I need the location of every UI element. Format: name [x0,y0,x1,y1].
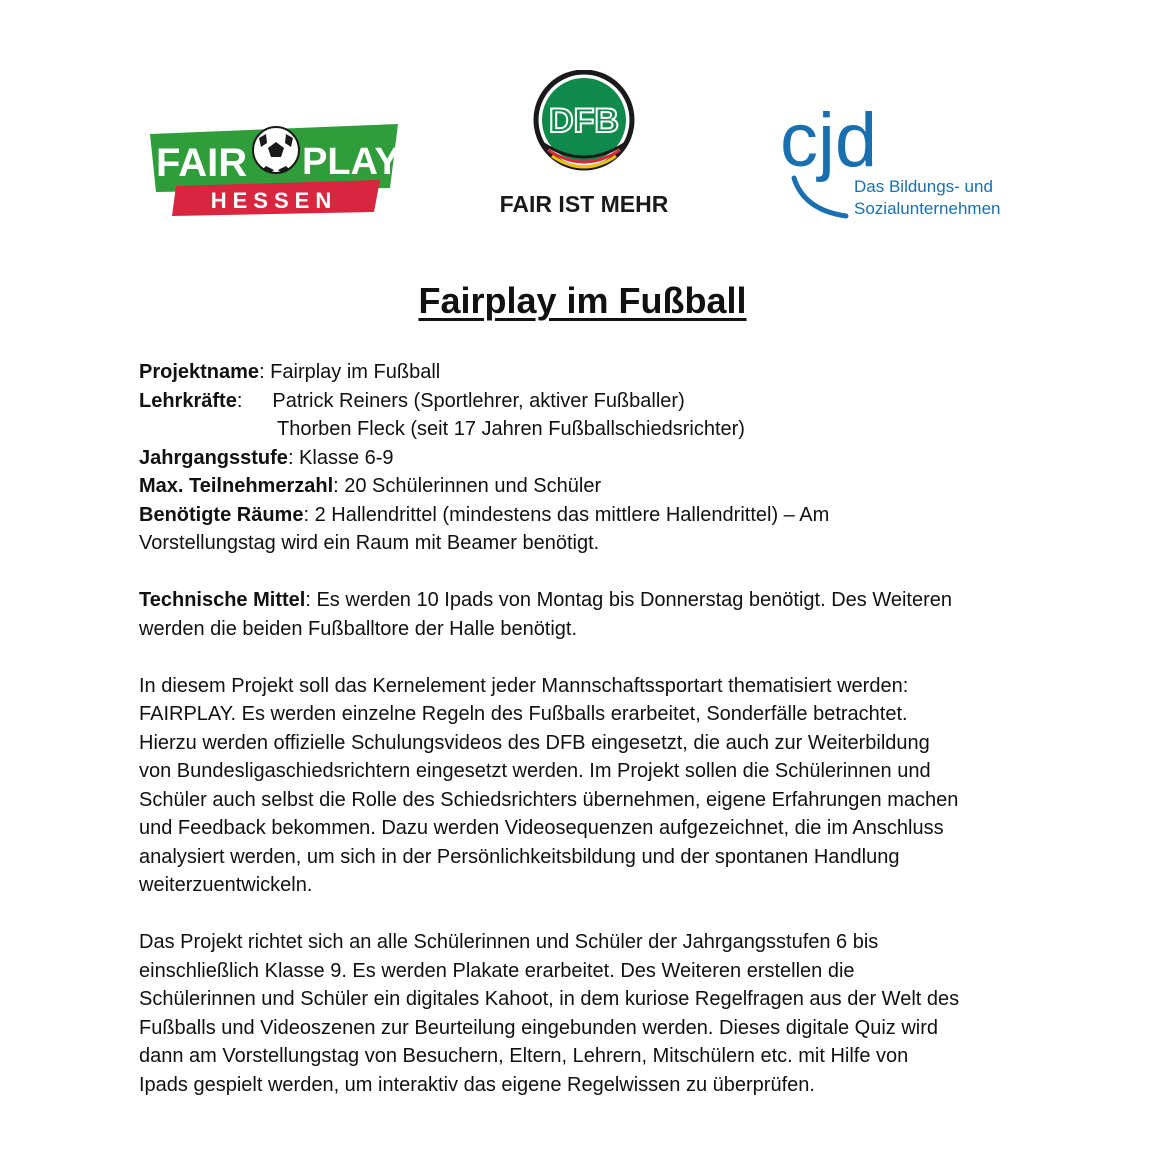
document-body [139,358,1039,1099]
fairplay-word-play: PLAY [302,141,400,183]
teacher-2: Thorben Fleck (seit 17 Jahren Fußballschiedsrichter) [277,418,745,440]
info-raeume [139,501,1039,530]
raeume-value-cont: Vorstellungstag wird ein Raum mit Beamer benötigt. [139,532,600,554]
paragraph-line: Das Projekt richtet sich an alle Schülerinnen und Schüler der Jahrgangsstufen 6 bis [139,931,879,953]
soccer-ball-icon [253,127,299,173]
teilnehmer-value: : 20 Schülerinnen und Schüler [333,475,602,497]
paragraph-line: weiterzuentwickeln. [139,874,313,896]
info-jahrgang [139,444,1039,473]
info-teilnehmer [139,472,1039,501]
lehrkraefte-label: Lehrkräfte [139,389,237,412]
fairplay-word-fair: FAIR [156,141,248,185]
paragraph-line: Schülerinnen und Schüler ein digitales Kahoot, in dem kuriose Regelfragen aus der Welt des [139,988,960,1010]
paragraph-line: Schüler auch selbst die Rolle des Schiedsrichters übernehmen, eigene Erfahrungen machen [139,788,959,811]
technik-value: : Es werden 10 Ipads von Montag bis Donnerstag benötigt. Des Weiteren [305,589,952,611]
paragraph-line: Ipads gespielt werden, um interaktiv das eigene Regelwissen zu überprüfen. [139,1073,815,1096]
cjd-mark: cjd [780,98,878,183]
paragraph-line: dann am Vorstellungstag von Besuchern, Eltern, Lehrern, Mitschülern etc. mit Hilfe von [139,1045,909,1067]
jahrgang-label: Jahrgangsstufe [139,446,288,469]
paragraph-line: von Bundesligaschiedsrichtern eingesetzt werden. Im Projekt sollen die Schülerinnen und [139,760,931,782]
paragraph-line: FAIRPLAY. Es werden einzelne Regeln des Fußballs erarbeitet, Sonderfälle betrachtet. [139,703,908,725]
raeume-value: : 2 Hallendrittel (mindestens das mittlere Hallendrittel) – Am [303,503,830,526]
projektname-label: Projektname [139,361,260,383]
cjd-tagline-1: Das Bildungs- und [854,177,993,196]
dfb-logo [484,70,684,220]
page-title: Fairplay im Fußball [418,280,747,321]
fairplay-word-hessen: HESSEN [210,188,338,213]
teacher-1: Patrick Reiners (Sportlehrer, aktiver Fußballer) [272,389,685,412]
paragraph-line: Hierzu werden offizielle Schulungsvideos des DFB eingesetzt, die auch zur Weiterbildung [139,731,930,754]
paragraph-line: In diesem Projekt soll das Kernelement jeder Mannschaftssportart thematisiert werden: [139,674,909,697]
technik-line [139,586,1039,615]
teilnehmer-label: Max. Teilnehmerzahl [139,475,334,497]
technik-value-cont: werden die beiden Fußballtore der Halle benötigt. [139,617,578,640]
raeume-label: Benötigte Räume [139,503,304,526]
paragraph-1 [139,672,1039,900]
technik-label: Technische Mittel [139,589,306,611]
fairplay-hessen-logo [146,120,402,220]
paragraph-line: und Feedback bekommen. Dazu werden Videosequenzen aufgezeichnet, die im Anschluss [139,817,944,839]
info-projektname [139,358,1039,387]
dfb-letters: DFB [549,102,619,140]
dfb-slogan: FAIR IST MEHR [499,191,669,217]
paragraph-line: Fußballs und Videoszenen zur Beurteilung eingebunden werden. Dieses digitale Quiz wird [139,1016,939,1039]
paragraph-2 [139,928,1039,1099]
lehrkraefte-colon: : [236,389,243,412]
info-lehrkraefte [139,387,1039,416]
paragraph-line: einschließlich Klasse 9. Es werden Plakate erarbeitet. Des Weiteren erstellen die [139,959,855,982]
paragraph-line: analysiert werden, um sich in der Persönlichkeitsbildung und der spontanen Handlung [139,845,900,868]
cjd-tagline-2: Sozialunternehmen [854,199,1001,218]
jahrgang-value: : Klasse 6-9 [287,446,394,469]
cjd-logo [780,96,1030,222]
projektname-value: : Fairplay im Fußball [259,361,441,383]
